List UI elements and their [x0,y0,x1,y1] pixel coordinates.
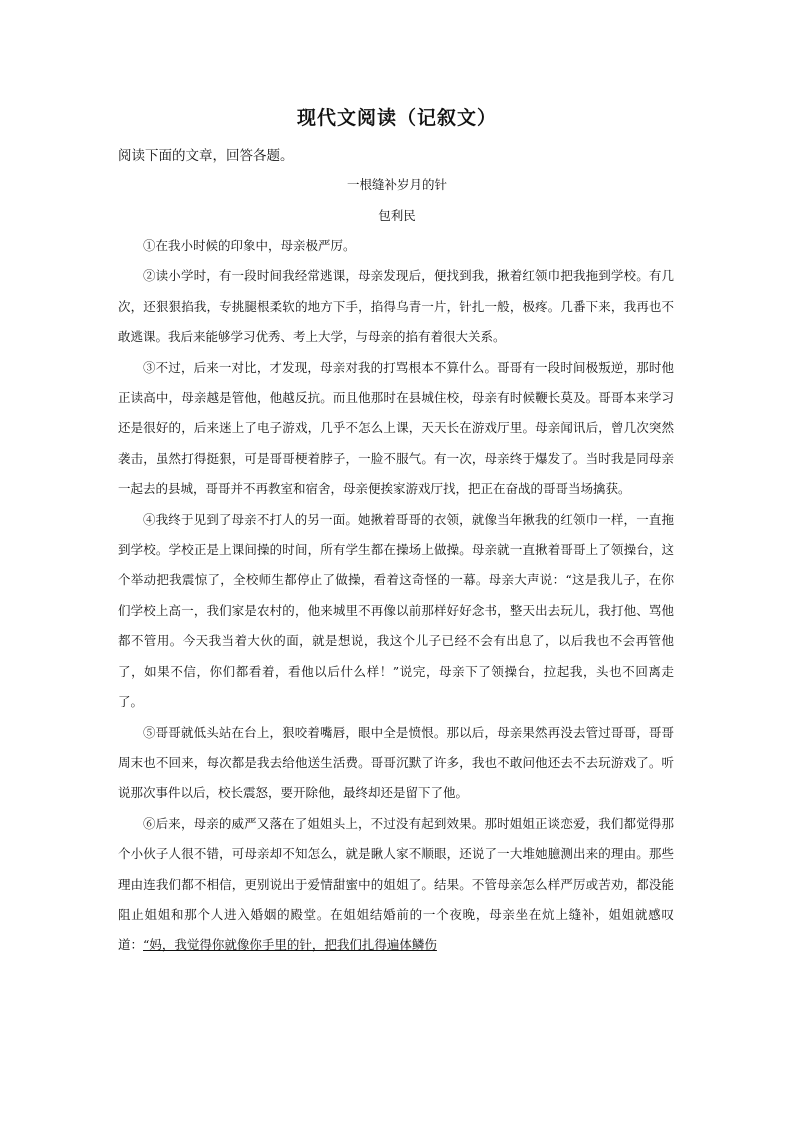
instruction-text: 阅读下面的文章，回答各题。 [118,148,294,164]
essay-body [118,231,674,961]
paragraph-2 [118,261,674,352]
paragraph-6 [118,809,674,961]
paragraph-text: ①在我小时候的印象中，母亲极严厉。 [143,238,356,253]
paragraph-5 [118,718,674,809]
paragraph-3 [118,353,674,505]
paragraph-4 [118,505,674,718]
paragraph-text: ④我终于见到了母亲不打人的另一面。她揪着哥哥的衣领，就像当年揪我的红领巾一样，一直拖到学校。学校正是上课间操的时间，所有学生都在操场上做操。母亲就一直揪着哥哥上了领操台，这个举动把我震惊了，全校师生都停止了做操，看着这奇怪的一幕。母亲大声说：“这是我儿子，在你们学校上高一，我们家是农村的，他来城里不再像以前那样好好念书，整天出去玩儿，我打他、骂他都不管用。今天我当着大伙的面，就是想说，我这个儿子已经不会有出息了，以后我也不会再管他了，如果不信，你们都看着，看他以后什么样！”说完，母亲下了领操台，拉起我，头也不回离走了。 [118,511,674,710]
essay-title: 一根缝补岁月的针 [346,177,447,192]
paragraph-text: ③不过，后来一对比，才发现，母亲对我的打骂根本不算什么。哥哥有一段时间极叛逆，那时他正读高中，母亲越是管他，他越反抗。而且他那时在县城住校，母亲有时候鞭长莫及。哥哥本来学习还是很好的，后来迷上了电子游戏，几乎不怎么上课，天天长在游戏厅里。母亲闻讯后，曾几次突然袭击，虽然打得挺狠，可是哥哥梗着脖子，一脸不服气。有一次，母亲终于爆发了。当时我是同母亲一起去的县城，哥哥并不再教室和宿舍，母亲便挨家游戏厅找，把正在奋战的哥哥当场擒获。 [118,359,674,497]
paragraph-text: ②读小学时，有一段时间我经常逃课，母亲发现后，便找到我，揪着红领巾把我拖到学校。有几次，还狠狠掐我，专挑腿根柔软的地方下手，掐得乌青一片，针扎一般，极疼。几番下来，我再也不敢逃课。我后来能够学习优秀、考上大学，与母亲的掐有着很大关系。 [118,268,674,345]
essay-author: 包利民 [378,208,416,223]
paragraph-text: ⑥后来，母亲的威严又落在了姐姐头上，不过没有起到效果。那时姐姐正谈恋爱，我们都觉得那个小伙子人很不错，可母亲却不知怎么，就是瞅人家不顺眼，还说了一大堆她臆测出来的理由。那些理由连我们都不相信，更别说出于爱情甜蜜中的姐姐了。结果。不管母亲怎么样严厉或苦劝，都没能阻止姐姐和那个人进入婚姻的殿堂。在姐姐结婚前的一个夜晚，母亲坐在炕上缝补，姐姐就感叹道： [118,815,674,953]
paragraph-1 [118,231,674,261]
page-title: 现代文阅读（记叙文） [296,107,497,129]
paragraph-text: ⑤哥哥就低头站在台上，狠咬着嘴唇，眼中全是愤恨。那以后，母亲果然再没去管过哥哥，哥哥周末也不回来，每次都是我去给他送生活费。哥哥沉默了许多，我也不敢问他还去不去玩游戏了。听说那次事件以后，校长震怒，要开除他，最终却还是留下了他。 [118,724,674,801]
underlined-quote: “妈，我觉得你就像你手里的针，把我们扎得遍体鳞伤 [143,937,437,953]
